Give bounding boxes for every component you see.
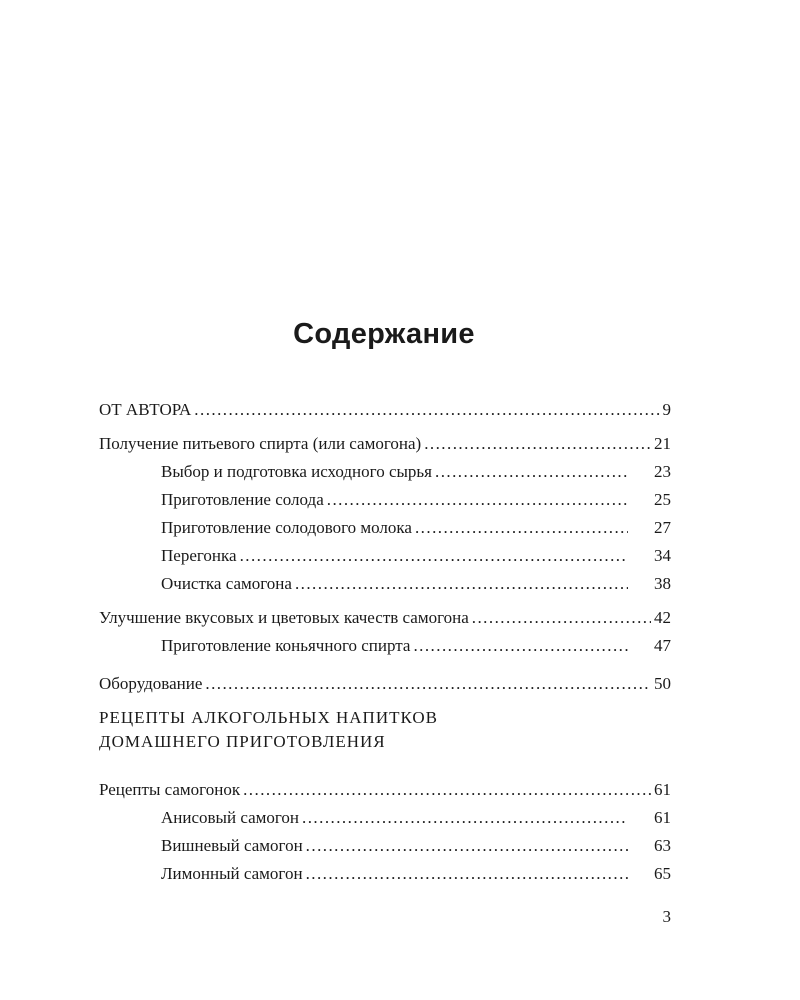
toc-entry-label: Улучшение вкусовых и цветовых качеств самогона [99, 608, 469, 627]
toc-subentry[interactable] [99, 570, 671, 598]
toc-section-heading[interactable] [99, 706, 671, 754]
dot-leader [306, 860, 628, 888]
table-of-contents [99, 396, 671, 888]
toc-subentry[interactable] [99, 486, 671, 514]
toc-entry-page: 61 [654, 780, 671, 799]
toc-subentry[interactable] [99, 542, 671, 570]
toc-entry-moonshine[interactable] [99, 776, 671, 804]
dot-leader [240, 542, 628, 570]
toc-entry-label: Анисовый самогон [161, 808, 300, 827]
toc-entry-equipment[interactable] [99, 670, 671, 698]
toc-subentry[interactable] [99, 514, 671, 542]
toc-entry-label: Приготовление солода [161, 490, 324, 509]
toc-entry-label: Приготовление солодового молока [161, 518, 412, 537]
toc-subentry[interactable] [99, 632, 671, 660]
toc-entry-page: 34 [654, 546, 671, 565]
page-number: 3 [662, 907, 671, 926]
dot-leader [472, 604, 651, 632]
toc-entry-label: Выбор и подготовка исходного сырья [161, 462, 432, 481]
toc-entry-page: 38 [654, 574, 671, 593]
toc-entry-label: Приготовление коньячного спирта [161, 636, 411, 655]
dot-leader [194, 396, 659, 424]
toc-entry-label: Рецепты самогонок [99, 780, 241, 799]
dot-leader [302, 804, 628, 832]
toc-entry-page: 25 [654, 490, 671, 509]
toc-entry-alcohol[interactable] [99, 430, 671, 458]
toc-entry-improve[interactable] [99, 604, 671, 632]
toc-entry-label: Получение питьевого спирта (или самогона) [99, 434, 422, 453]
toc-entry-page: 42 [654, 608, 671, 627]
dot-leader [306, 832, 628, 860]
dot-leader [413, 632, 628, 660]
toc-entry-page: 47 [654, 636, 671, 655]
dot-leader [243, 776, 651, 804]
dot-leader [424, 430, 651, 458]
section-heading-line: ДОМАШНЕГО ПРИГОТОВЛЕНИЯ [99, 732, 386, 751]
toc-entry-page: 61 [654, 808, 671, 827]
dot-leader [295, 570, 628, 598]
dot-leader [327, 486, 628, 514]
toc-entry-page: 65 [654, 864, 671, 883]
toc-subentry[interactable] [99, 804, 671, 832]
toc-entry-label: Очистка самогона [161, 574, 292, 593]
toc-entry-page: 50 [654, 674, 671, 693]
toc-entry-label: Вишневый самогон [161, 836, 303, 855]
toc-subentry[interactable] [99, 860, 671, 888]
dot-leader [205, 670, 651, 698]
section-heading-line: РЕЦЕПТЫ АЛКОГОЛЬНЫХ НАПИТКОВ [99, 708, 439, 727]
dot-leader [415, 514, 628, 542]
toc-entry-label: Лимонный самогон [161, 864, 303, 883]
toc-entry-label: Оборудование [99, 674, 203, 693]
toc-entry-page: 21 [654, 434, 671, 453]
toc-entry-author[interactable] [99, 396, 671, 424]
toc-entry-page: 9 [662, 400, 671, 419]
toc-entry-label: Перегонка [161, 546, 237, 565]
toc-entry-label: ОТ АВТОРА [99, 400, 192, 419]
toc-entry-page: 23 [654, 462, 671, 481]
page-title: Содержание [293, 318, 475, 350]
dot-leader [435, 458, 628, 486]
toc-entry-page: 27 [654, 518, 671, 537]
toc-subentry[interactable] [99, 458, 671, 486]
toc-subentry[interactable] [99, 832, 671, 860]
toc-entry-page: 63 [654, 836, 671, 855]
